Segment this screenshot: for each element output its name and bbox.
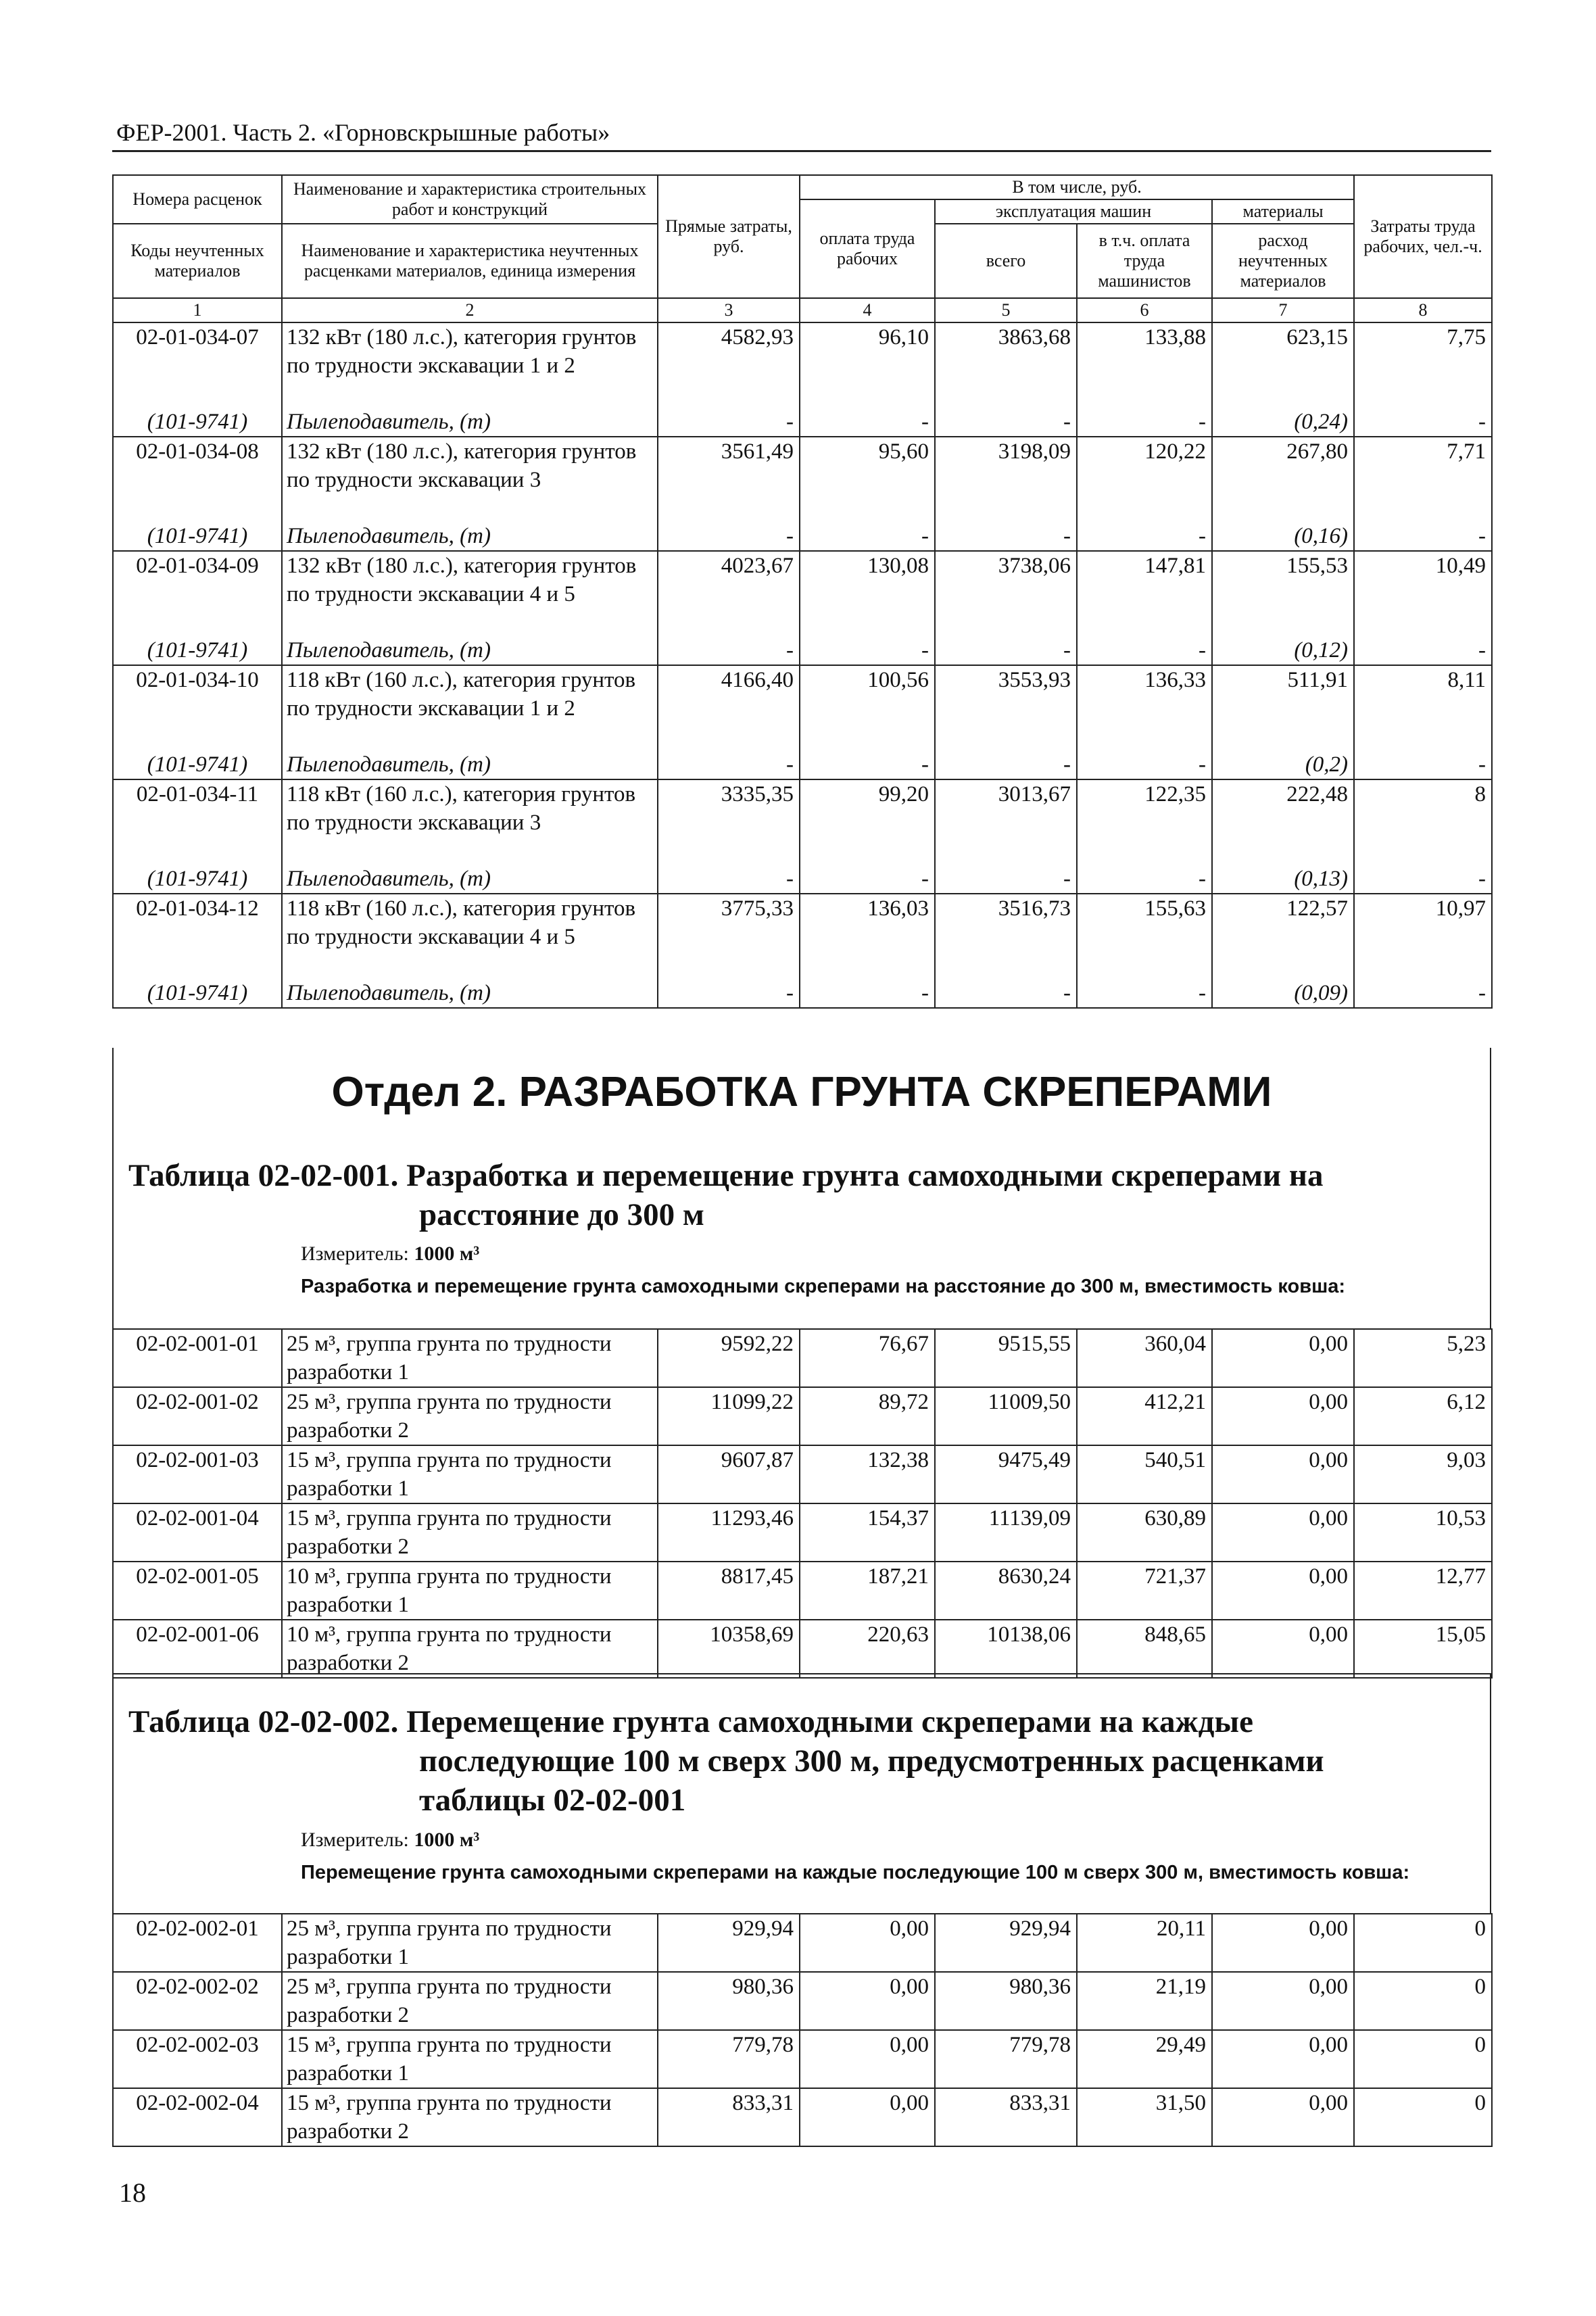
machine-total: 3863,68 [935,322,1077,408]
table-row [113,551,1492,636]
work-name: 118 кВт (160 л.с.), категория грунтов по трудности экскавации 1 и 2 [282,665,658,750]
measure-label: Измеритель: [301,1829,414,1851]
work-name: 15 м³, группа грунта по трудности разработки 1 [282,2030,658,2088]
material-name: Пылеподавитель, (т) [282,636,658,665]
frame-line-left [112,1673,114,1913]
direct-cost: 8817,45 [658,1562,800,1620]
table-row [113,1620,1492,1678]
direct-cost: 9607,87 [658,1445,800,1503]
col-number: 3 [658,298,800,322]
labor-hours: 6,12 [1354,1387,1492,1445]
labor-hours: 9,03 [1354,1445,1492,1503]
table-title-line: расстояние до 300 м [419,1197,704,1232]
frame-line-right [1490,1048,1491,1328]
machine-total: 11009,50 [935,1387,1077,1445]
direct-cost: 833,31 [658,2088,800,2146]
operator-pay: 122,35 [1077,779,1212,865]
material-quantity: (0,2) [1212,750,1354,779]
machine-total: 3738,06 [935,551,1077,636]
dash: - [800,408,935,437]
col-header-material-consumption: расход неучтенных материалов [1212,224,1354,298]
materials-cost: 267,80 [1212,437,1354,522]
material-code: (101-9741) [113,750,282,779]
dash: - [1077,750,1212,779]
operator-pay: 540,51 [1077,1445,1212,1503]
materials-cost: 122,57 [1212,894,1354,979]
materials-cost: 0,00 [1212,1620,1354,1678]
col-number: 7 [1212,298,1354,322]
material-name: Пылеподавитель, (т) [282,865,658,894]
worker-pay: 136,03 [800,894,935,979]
col-number: 1 [113,298,282,322]
work-name: 25 м³, группа грунта по трудности разработки 2 [282,1387,658,1445]
worker-pay: 0,00 [800,1914,935,1972]
direct-cost: 11293,46 [658,1503,800,1562]
col-header-including: В том числе, руб. [800,175,1354,199]
col-header-direct-costs: Прямые затраты, руб. [658,175,800,298]
material-row [113,979,1492,1008]
table-row [113,1329,1492,1387]
running-header: ФЕР-2001. Часть 2. «Горновскрышные работы» [116,119,610,146]
material-code: (101-9741) [113,865,282,894]
rate-code: 02-02-002-01 [113,1914,282,1972]
labor-hours: 0 [1354,2030,1492,2088]
dash: - [800,522,935,551]
col-header-rate-number: Номера расценок [113,175,282,224]
labor-hours: 12,77 [1354,1562,1492,1620]
machine-total: 980,36 [935,1972,1077,2030]
rates-table-3 [112,1913,1493,2147]
materials-cost: 0,00 [1212,1914,1354,1972]
col-number: 5 [935,298,1077,322]
table-title-line: таблицы 02-02-001 [419,1783,686,1818]
worker-pay: 96,10 [800,322,935,408]
dash: - [800,865,935,894]
operator-pay: 412,21 [1077,1387,1212,1445]
machine-total: 3013,67 [935,779,1077,865]
machine-total: 833,31 [935,2088,1077,2146]
dash: - [1354,408,1492,437]
direct-cost: 4166,40 [658,665,800,750]
work-name: 25 м³, группа грунта по трудности разработки 1 [282,1914,658,1972]
dash: - [935,979,1077,1008]
materials-cost: 222,48 [1212,779,1354,865]
col-header-operator-pay: в т.ч. оплата труда машинистов [1077,224,1212,298]
material-quantity: (0,24) [1212,408,1354,437]
rate-code: 02-01-034-10 [113,665,282,750]
rate-code: 02-02-001-04 [113,1503,282,1562]
labor-hours: 10,53 [1354,1503,1492,1562]
labor-hours: 15,05 [1354,1620,1492,1678]
work-name: 132 кВт (180 л.с.), категория грунтов по трудности экскавации 1 и 2 [282,322,658,408]
operator-pay: 721,37 [1077,1562,1212,1620]
work-name: 25 м³, группа грунта по трудности разработки 1 [282,1329,658,1387]
table-row [113,322,1492,408]
column-numbers-row [113,298,1492,322]
work-name: 25 м³, группа грунта по трудности разработки 2 [282,1972,658,2030]
material-code: (101-9741) [113,636,282,665]
col-header-materials: материалы [1212,199,1354,224]
table-body [113,322,1492,1008]
operator-pay: 630,89 [1077,1503,1212,1562]
dash: - [1077,408,1212,437]
operator-pay: 133,88 [1077,322,1212,408]
machine-total: 10138,06 [935,1620,1077,1678]
machine-total: 3198,09 [935,437,1077,522]
machine-total: 8630,24 [935,1562,1077,1620]
table-end-rule [112,1673,1491,1674]
dash: - [1077,979,1212,1008]
worker-pay: 89,72 [800,1387,935,1445]
dash: - [658,636,800,665]
material-row [113,522,1492,551]
operator-pay: 147,81 [1077,551,1212,636]
material-row [113,636,1492,665]
table-subheader: Перемещение грунта самоходными скреперами на каждые последующие 100 м сверх 300 м, вместимость ковша: [301,1862,1410,1883]
worker-pay: 0,00 [800,2088,935,2146]
material-code: (101-9741) [113,522,282,551]
direct-cost: 980,36 [658,1972,800,2030]
labor-hours: 10,97 [1354,894,1492,979]
operator-pay: 136,33 [1077,665,1212,750]
operator-pay: 31,50 [1077,2088,1212,2146]
col-number: 4 [800,298,935,322]
machine-total: 779,78 [935,2030,1077,2088]
rates-table-1 [112,174,1493,1009]
operator-pay: 155,63 [1077,894,1212,979]
material-row [113,865,1492,894]
rate-code: 02-02-002-03 [113,2030,282,2088]
labor-hours: 8,11 [1354,665,1492,750]
dash: - [935,865,1077,894]
material-name: Пылеподавитель, (т) [282,408,658,437]
dash: - [800,750,935,779]
table-row [113,1387,1492,1445]
measure-unit [301,1829,479,1852]
dash: - [1077,636,1212,665]
labor-hours: 0 [1354,2088,1492,2146]
direct-cost: 4582,93 [658,322,800,408]
rate-code: 02-01-034-07 [113,322,282,408]
dash: - [1354,750,1492,779]
measure-unit [301,1243,479,1265]
worker-pay: 100,56 [800,665,935,750]
col-header-work-name: Наименование и характеристика строительных работ и конструкций [282,175,658,224]
table-subheader: Разработка и перемещение грунта самоходными скреперами на расстояние до 300 м, вместимость ковша: [301,1276,1346,1297]
table-row [113,437,1492,522]
col-header-machine-total: всего [935,224,1077,298]
material-row [113,750,1492,779]
rates-table-2 [112,1328,1493,1679]
dash: - [935,750,1077,779]
work-name: 10 м³, группа грунта по трудности разработки 2 [282,1620,658,1678]
operator-pay: 21,19 [1077,1972,1212,2030]
machine-total: 929,94 [935,1914,1077,1972]
col-number: 8 [1354,298,1492,322]
table-title-line: Таблица 02-02-001. Разработка и перемещение грунта самоходными скреперами на [128,1158,1324,1193]
dash: - [1354,979,1492,1008]
direct-cost: 3775,33 [658,894,800,979]
material-quantity: (0,16) [1212,522,1354,551]
col-number: 2 [282,298,658,322]
worker-pay: 154,37 [800,1503,935,1562]
direct-cost: 4023,67 [658,551,800,636]
rate-code: 02-01-034-11 [113,779,282,865]
section-title: Отдел 2. РАЗРАБОТКА ГРУНТА СКРЕПЕРАМИ [331,1069,1272,1115]
dash: - [658,865,800,894]
header-rule [112,150,1491,152]
rate-code: 02-01-034-09 [113,551,282,636]
measure-value: 1000 м³ [414,1243,480,1265]
col-header-material-name: Наименование и характеристика неучтенных расценками материалов, единица измерения [282,224,658,298]
rate-code: 02-01-034-12 [113,894,282,979]
materials-cost: 0,00 [1212,1445,1354,1503]
materials-cost: 0,00 [1212,2030,1354,2088]
machine-total: 3553,93 [935,665,1077,750]
measure-value: 1000 м³ [414,1829,480,1851]
labor-hours: 8 [1354,779,1492,865]
operator-pay: 20,11 [1077,1914,1212,1972]
worker-pay: 132,38 [800,1445,935,1503]
operator-pay: 120,22 [1077,437,1212,522]
table-row [113,1914,1492,1972]
dash: - [800,979,935,1008]
worker-pay: 76,67 [800,1329,935,1387]
material-quantity: (0,13) [1212,865,1354,894]
work-name: 15 м³, группа грунта по трудности разработки 2 [282,1503,658,1562]
work-name: 118 кВт (160 л.с.), категория грунтов по трудности экскавации 3 [282,779,658,865]
work-name: 10 м³, группа грунта по трудности разработки 1 [282,1562,658,1620]
frame-line-right [1490,1673,1491,1913]
rate-code: 02-02-001-06 [113,1620,282,1678]
materials-cost: 155,53 [1212,551,1354,636]
labor-hours: 10,49 [1354,551,1492,636]
dash: - [658,979,800,1008]
worker-pay: 0,00 [800,2030,935,2088]
rate-code: 02-02-002-04 [113,2088,282,2146]
materials-cost: 0,00 [1212,1562,1354,1620]
worker-pay: 187,21 [800,1562,935,1620]
dash: - [658,522,800,551]
dash: - [1354,865,1492,894]
table-body [113,1329,1492,1678]
rate-code: 02-02-002-02 [113,1972,282,2030]
table-body [113,1914,1492,2146]
frame-line-left [112,1048,114,1328]
table-row [113,1972,1492,2030]
dash: - [1077,865,1212,894]
dash: - [800,636,935,665]
worker-pay: 220,63 [800,1620,935,1678]
materials-cost: 623,15 [1212,322,1354,408]
rate-code: 02-02-001-02 [113,1387,282,1445]
table-title-line: последующие 100 м сверх 300 м, предусмотренных расценками [419,1743,1324,1779]
worker-pay: 95,60 [800,437,935,522]
operator-pay: 848,65 [1077,1620,1212,1678]
work-name: 118 кВт (160 л.с.), категория грунтов по трудности экскавации 4 и 5 [282,894,658,979]
materials-cost: 0,00 [1212,1329,1354,1387]
table-row [113,779,1492,865]
materials-cost: 0,00 [1212,2088,1354,2146]
dash: - [1077,522,1212,551]
direct-cost: 10358,69 [658,1620,800,1678]
table-row [113,1562,1492,1620]
table-row [113,2030,1492,2088]
material-row [113,408,1492,437]
measure-label: Измеритель: [301,1243,414,1265]
rate-code: 02-02-001-05 [113,1562,282,1620]
material-code: (101-9741) [113,408,282,437]
machine-total: 9475,49 [935,1445,1077,1503]
labor-hours: 0 [1354,1972,1492,2030]
dash: - [658,750,800,779]
material-code: (101-9741) [113,979,282,1008]
material-name: Пылеподавитель, (т) [282,979,658,1008]
worker-pay: 99,20 [800,779,935,865]
direct-cost: 3335,35 [658,779,800,865]
page-number: 18 [119,2177,146,2208]
rate-code: 02-02-001-01 [113,1329,282,1387]
dash: - [658,408,800,437]
dash: - [935,636,1077,665]
direct-cost: 779,78 [658,2030,800,2088]
col-header-labor-hours: Затраты труда рабочих, чел.-ч. [1354,175,1492,298]
worker-pay: 0,00 [800,1972,935,2030]
dash: - [935,408,1077,437]
worker-pay: 130,08 [800,551,935,636]
material-quantity: (0,12) [1212,636,1354,665]
labor-hours: 5,23 [1354,1329,1492,1387]
material-name: Пылеподавитель, (т) [282,750,658,779]
table-row [113,1445,1492,1503]
col-header-material-codes: Коды неучтенных материалов [113,224,282,298]
machine-total: 3516,73 [935,894,1077,979]
machine-total: 11139,09 [935,1503,1077,1562]
table-row [113,665,1492,750]
rate-code: 02-02-001-03 [113,1445,282,1503]
material-quantity: (0,09) [1212,979,1354,1008]
table-row [113,1503,1492,1562]
operator-pay: 29,49 [1077,2030,1212,2088]
work-name: 132 кВт (180 л.с.), категория грунтов по трудности экскавации 3 [282,437,658,522]
col-header-worker-pay: оплата труда рабочих [800,199,935,298]
direct-cost: 3561,49 [658,437,800,522]
col-number: 6 [1077,298,1212,322]
labor-hours: 7,71 [1354,437,1492,522]
materials-cost: 0,00 [1212,1972,1354,2030]
table-title-02-02-002 [128,1702,1324,1820]
rate-code: 02-01-034-08 [113,437,282,522]
operator-pay: 360,04 [1077,1329,1212,1387]
materials-cost: 0,00 [1212,1503,1354,1562]
table-title-02-02-001 [128,1156,1323,1234]
table-header [113,175,1492,322]
material-name: Пылеподавитель, (т) [282,522,658,551]
labor-hours: 7,75 [1354,322,1492,408]
work-name: 15 м³, группа грунта по трудности разработки 1 [282,1445,658,1503]
direct-cost: 11099,22 [658,1387,800,1445]
machine-total: 9515,55 [935,1329,1077,1387]
work-name: 15 м³, группа грунта по трудности разработки 2 [282,2088,658,2146]
col-header-machine-operation: эксплуатация машин [935,199,1212,224]
direct-cost: 929,94 [658,1914,800,1972]
direct-cost: 9592,22 [658,1329,800,1387]
table-row [113,894,1492,979]
dash: - [1354,636,1492,665]
materials-cost: 0,00 [1212,1387,1354,1445]
materials-cost: 511,91 [1212,665,1354,750]
work-name: 132 кВт (180 л.с.), категория грунтов по трудности экскавации 4 и 5 [282,551,658,636]
table-title-line: Таблица 02-02-002. Перемещение грунта самоходными скреперами на каждые [128,1704,1253,1739]
dash: - [935,522,1077,551]
dash: - [1354,522,1492,551]
table-row [113,2088,1492,2146]
labor-hours: 0 [1354,1914,1492,1972]
